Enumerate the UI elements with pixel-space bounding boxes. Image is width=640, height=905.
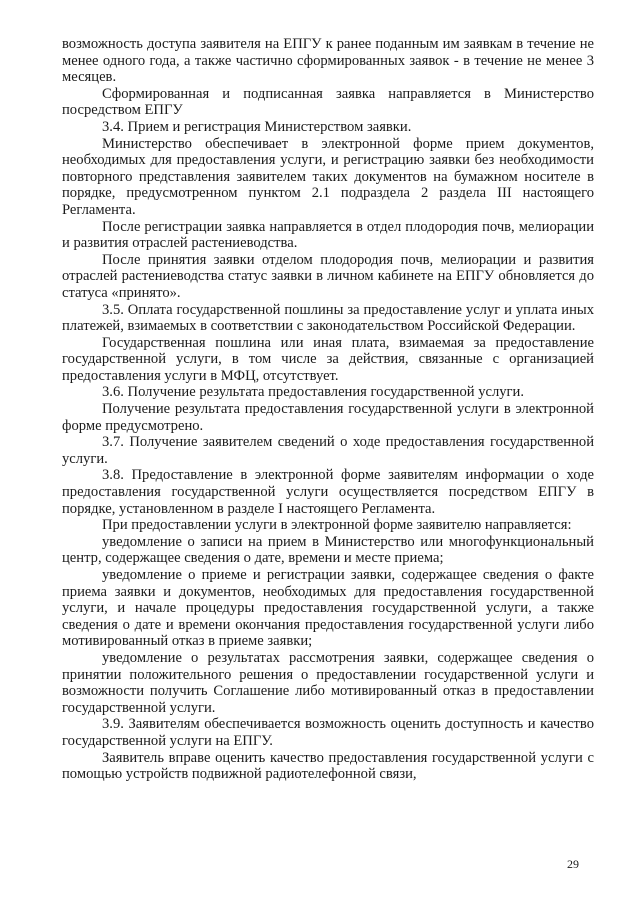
paragraph-15: уведомление о приеме и регистрации заявки, содержащее сведения о факте приема заявки и документов, необходимых для предоставления государственной услуги, и начале процедуры предоставления государственной услуги, а также сведения о дате и времени окончания предоставления государственной услуги либо мотивированный отказ в приеме заявки;	[62, 567, 594, 650]
paragraph-12-heading-3-8: 3.8. Предоставление в электронной форме заявителям информации о ходе предоставления государственной услуги осуществляется посредством ЕПГУ в порядке, установленном в разделе I настоящего Регламента.	[62, 467, 594, 517]
paragraph-7-heading-3-5: 3.5. Оплата государственной пошлины за предоставление услуг и уплата иных платежей, взимаемых в соответствии с законодательством Российской Федерации.	[62, 301, 594, 335]
paragraph-4: Министерство обеспечивает в электронной форме прием документов, необходимых для предоставления услуги, и регистрацию заявки без необходимости повторного представления заявителем таких документов на бумажном носителе в порядке, предусмотренном пунктом 2.1 подраздела 2 раздела III настоящего Регламента.	[62, 135, 594, 218]
page-number: 29	[567, 857, 579, 871]
paragraph-6: После принятия заявки отделом плодородия почв, мелиорации и развития отраслей растениеводства статус заявки в личном кабинете на ЕПГУ обновляется до статуса «принято».	[62, 251, 594, 301]
paragraph-13: При предоставлении услуги в электронной форме заявителю направляется:	[102, 517, 572, 534]
paragraph-14: уведомление о записи на прием в Министерство или многофункциональный центр, содержащее сведения о дате, времени и месте приема;	[62, 533, 594, 567]
paragraph-16: уведомление о результатах рассмотрения заявки, содержащее сведения о принятии положительного решения о предоставлении государственной услуги и возможности получить Соглашение либо мотивированный отказ в предоставлении государственной услуги.	[62, 649, 594, 716]
paragraph-8: Государственная пошлина или иная плата, взимаемая за предоставление государственной услуги, в том числе за действия, связанные с организацией предоставления услуги в МФЦ, отсутствует.	[62, 334, 594, 384]
paragraph-1: возможность доступа заявителя на ЕПГУ к ранее поданным им заявкам в течение не менее одного года, а также частично сформированных заявок - в течение не менее 3 месяцев.	[62, 36, 594, 86]
paragraph-5: После регистрации заявка направляется в отдел плодородия почв, мелиорации и развития отраслей растениеводства.	[62, 218, 594, 252]
paragraph-18: Заявитель вправе оценить качество предоставления государственной услуги с помощью устройств подвижной радиотелефонной связи,	[62, 749, 594, 783]
paragraph-3-heading-3-4: 3.4. Прием и регистрация Министерством заявки.	[102, 118, 412, 135]
paragraph-9-heading-3-6: 3.6. Получение результата предоставления государственной услуги.	[102, 384, 524, 401]
paragraph-11-heading-3-7: 3.7. Получение заявителем сведений о ходе предоставления государственной услуги.	[62, 434, 594, 467]
document-page	[62, 36, 594, 783]
paragraph-17-heading-3-9: 3.9. Заявителям обеспечивается возможность оценить доступность и качество государственной услуги на ЕПГУ.	[62, 716, 594, 749]
paragraph-2: Сформированная и подписанная заявка направляется в Министерство посредством ЕПГУ	[62, 85, 594, 119]
paragraph-10: Получение результата предоставления государственной услуги в электронной форме предусмотрено.	[62, 401, 594, 434]
